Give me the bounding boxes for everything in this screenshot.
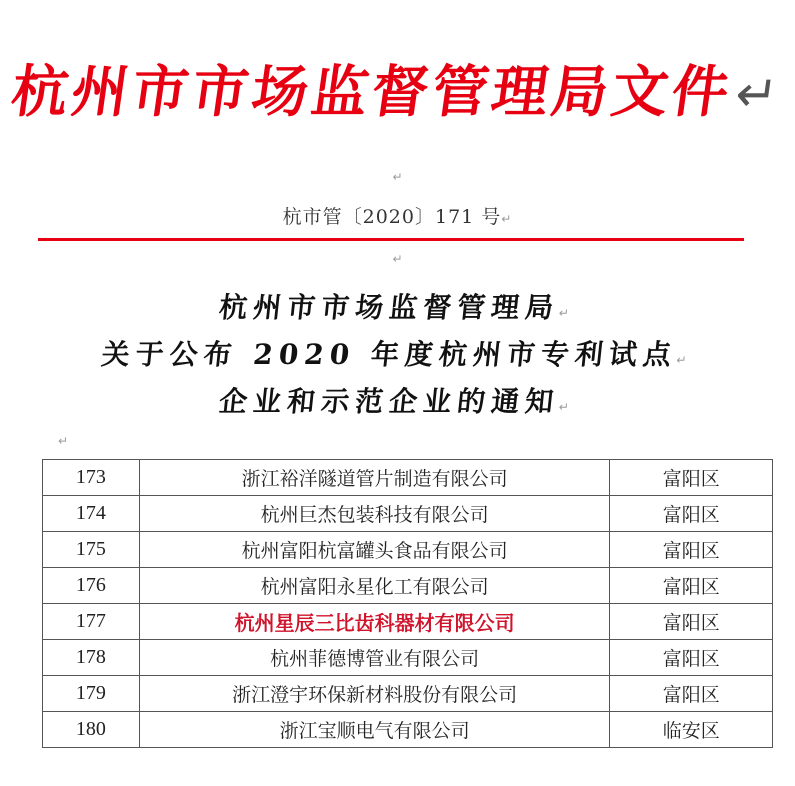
return-mark-icon: ↵ [557,400,576,414]
table-row [43,496,773,532]
row-number: 174 [43,496,140,532]
return-mark-icon: ↵ [731,65,786,123]
paragraph-mark-1 [0,166,795,185]
return-mark-icon: ↵ [392,170,403,184]
row-number: 175 [43,532,140,568]
enterprise-table [42,459,773,748]
table-row [43,568,773,604]
district-name: 富阳区 [610,604,773,640]
table-row [43,532,773,568]
table-row [43,676,773,712]
red-divider-line [38,238,744,241]
paragraph-mark-3 [58,430,68,449]
row-number: 179 [43,676,140,712]
notice-title-line-2 [0,333,795,373]
row-number: 173 [43,460,140,496]
company-name: 浙江宝顺电气有限公司 [139,712,610,748]
notice-title-text-3: 企业和示范企业的通知 [217,385,562,418]
document-header-title [0,48,795,128]
table-row [43,712,773,748]
company-name: 杭州菲德博管业有限公司 [139,640,610,676]
company-name: 杭州巨杰包装科技有限公司 [139,496,610,532]
company-name: 浙江裕洋隧道管片制造有限公司 [139,460,610,496]
company-name: 杭州富阳杭富罐头食品有限公司 [139,532,610,568]
paragraph-mark-2 [0,248,795,267]
district-name: 富阳区 [610,532,773,568]
company-name: 杭州富阳永星化工有限公司 [139,568,610,604]
company-name: 浙江澄宇环保新材料股份有限公司 [139,676,610,712]
district-name: 临安区 [610,712,773,748]
return-mark-icon: ↵ [58,434,69,448]
company-name-highlighted: 杭州星辰三比齿科器材有限公司 [139,604,610,640]
district-name: 富阳区 [610,460,773,496]
return-mark-icon: ↵ [675,353,694,367]
notice-title-text-1: 杭州市市场监督管理局 [217,291,562,324]
district-name: 富阳区 [610,496,773,532]
table-row [43,640,773,676]
table-row-highlighted [43,604,773,640]
district-name: 富阳区 [610,640,773,676]
document-number [0,202,795,229]
row-number: 180 [43,712,140,748]
return-mark-icon: ↵ [557,306,576,320]
notice-title-line-1 [0,286,795,326]
district-name: 富阳区 [610,676,773,712]
notice-title-line-3 [0,380,795,420]
return-mark-icon: ↵ [392,252,403,266]
district-name: 富阳区 [610,568,773,604]
document-number-text: 杭市管〔2020〕171 号 [282,206,502,228]
header-title-text: 杭州市市场监督管理局文件 [7,59,737,125]
row-number: 178 [43,640,140,676]
table-row [43,460,773,496]
row-number: 176 [43,568,140,604]
return-mark-icon: ↵ [501,212,513,226]
notice-title-text-2: 关于公布 2020 年度杭州市专利试点 [99,338,679,371]
row-number: 177 [43,604,140,640]
